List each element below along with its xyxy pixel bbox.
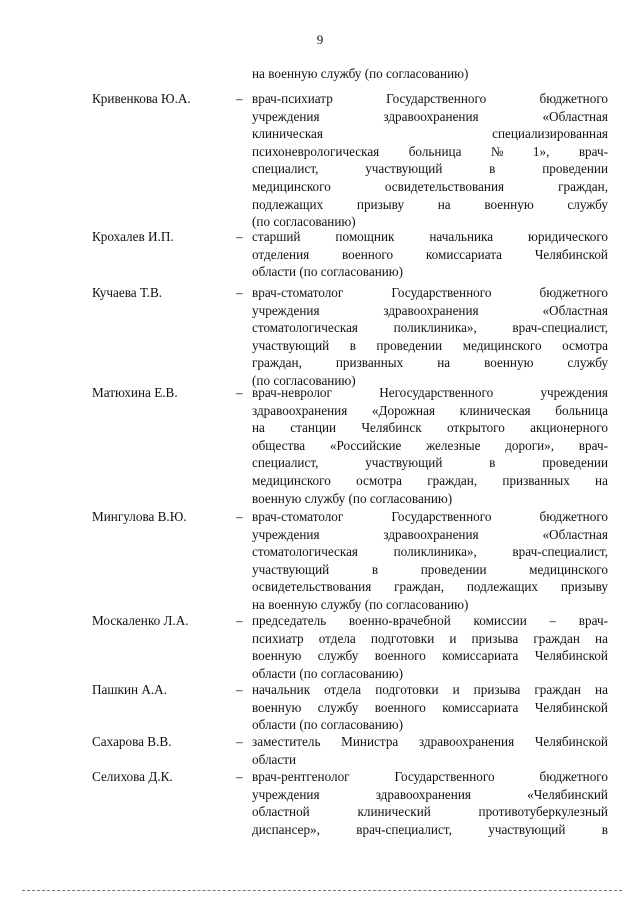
position-line: области (по согласованию): [252, 665, 404, 681]
position-line: области (по согласованию): [252, 264, 404, 280]
position-line: военную службу военного комиссариата Челябинской: [252, 648, 608, 664]
position-line: заместитель Министра здравоохранения Челябинской: [252, 734, 608, 749]
position-line: подлежащих призыву на военную службу: [252, 196, 608, 212]
member-position: [252, 508, 608, 614]
position-line: здравоохранения «Дорожная клиническая больница: [252, 402, 608, 418]
position-line: врач-невролог Негосударственного учреждения: [252, 385, 608, 400]
position-line: учреждения здравоохранения «Челябинский: [252, 786, 608, 802]
member-position: [252, 768, 608, 838]
position-line: клиническая специализированная: [252, 126, 608, 142]
position-line: медицинского осмотра граждан, призванных на: [252, 472, 608, 488]
position-line: стоматологическая поликлиника», врач-специалист,: [252, 320, 608, 336]
member-name: Пашкин А.А.: [92, 682, 167, 697]
entry-dash: –: [236, 91, 243, 106]
member-name: Мингулова В.Ю.: [92, 509, 187, 524]
entry-dash: –: [236, 385, 243, 400]
page-number: 9: [316, 32, 324, 47]
position-line: граждан, призванных на военную службу: [252, 355, 608, 371]
position-line: врач-психиатр Государственного бюджетного: [252, 91, 608, 106]
footer-rule: [22, 890, 622, 891]
position-line: стоматологическая поликлиника», врач-специалист,: [252, 544, 608, 560]
position-line: военную службу военного комиссариата Челябинской: [252, 699, 608, 715]
member-name: Селихова Д.К.: [92, 769, 173, 784]
position-line: учреждения здравоохранения «Областная: [252, 302, 608, 318]
member-name: Сахарова В.В.: [92, 734, 172, 749]
position-line: врач-рентгенолог Государственного бюджетного: [252, 769, 608, 784]
member-position: [252, 284, 608, 390]
entry-dash: –: [236, 769, 243, 784]
position-line: медицинского освидетельствования граждан,: [252, 178, 608, 194]
position-line: психоневрологическая больница № 1», врач-: [252, 143, 608, 159]
position-line: председатель военно-врачебной комиссии – врач-: [252, 613, 608, 628]
position-line: области (по согласованию): [252, 717, 404, 733]
position-line: общества «Российские железные дороги», врач-: [252, 437, 608, 453]
position-line: психиатр отдела подготовки и призыва граждан на: [252, 630, 608, 646]
entry-dash: –: [236, 682, 243, 697]
position-line: (по согласованию): [252, 214, 356, 230]
position-line: военную службу (по согласованию): [252, 490, 453, 506]
position-line: отделения военного комиссариата Челябинской: [252, 246, 608, 262]
entry-dash: –: [236, 285, 243, 300]
member-position: [252, 733, 608, 768]
member-name: Москаленко Л.А.: [92, 613, 189, 628]
member-position: [252, 384, 608, 507]
continuation-line: на военную службу (по согласованию): [252, 66, 469, 81]
member-name: Крохалев И.П.: [92, 229, 174, 244]
position-line: специалист, участвующий в проведении: [252, 455, 608, 471]
position-line: (по согласованию): [252, 372, 356, 388]
member-position: [252, 90, 608, 231]
position-line: освидетельствования граждан, подлежащих призыву: [252, 579, 608, 595]
position-line: начальник отдела подготовки и призыва граждан на: [252, 682, 608, 697]
position-line: специалист, участвующий в проведении: [252, 161, 608, 177]
position-line: участвующий в проведении медицинского осмотра: [252, 337, 608, 353]
position-line: области: [252, 751, 297, 767]
position-line: учреждения здравоохранения «Областная: [252, 108, 608, 124]
entry-dash: –: [236, 613, 243, 628]
position-line: учреждения здравоохранения «Областная: [252, 526, 608, 542]
position-line: областной клинический противотуберкулезный: [252, 804, 608, 820]
member-position: [252, 612, 608, 682]
member-name: Кучаева Т.В.: [92, 285, 163, 300]
member-position: [252, 681, 608, 734]
position-line: врач-стоматолог Государственного бюджетного: [252, 509, 608, 524]
position-line: диспансер», врач-специалист, участвующий в: [252, 821, 608, 837]
member-position: [252, 228, 608, 281]
position-line: на станции Челябинск открытого акционерного: [252, 420, 608, 436]
member-name: Кривенкова Ю.А.: [92, 91, 191, 106]
position-line: старший помощник начальника юридического: [252, 229, 608, 244]
entry-dash: –: [236, 229, 243, 244]
entry-dash: –: [236, 509, 243, 524]
position-line: врач-стоматолог Государственного бюджетного: [252, 285, 608, 300]
entry-dash: –: [236, 734, 243, 749]
continuation-text: [252, 65, 608, 83]
position-line: участвующий в проведении медицинского: [252, 561, 608, 577]
member-name: Матюхина Е.В.: [92, 385, 178, 400]
position-line: на военную службу (по согласованию): [252, 596, 469, 612]
